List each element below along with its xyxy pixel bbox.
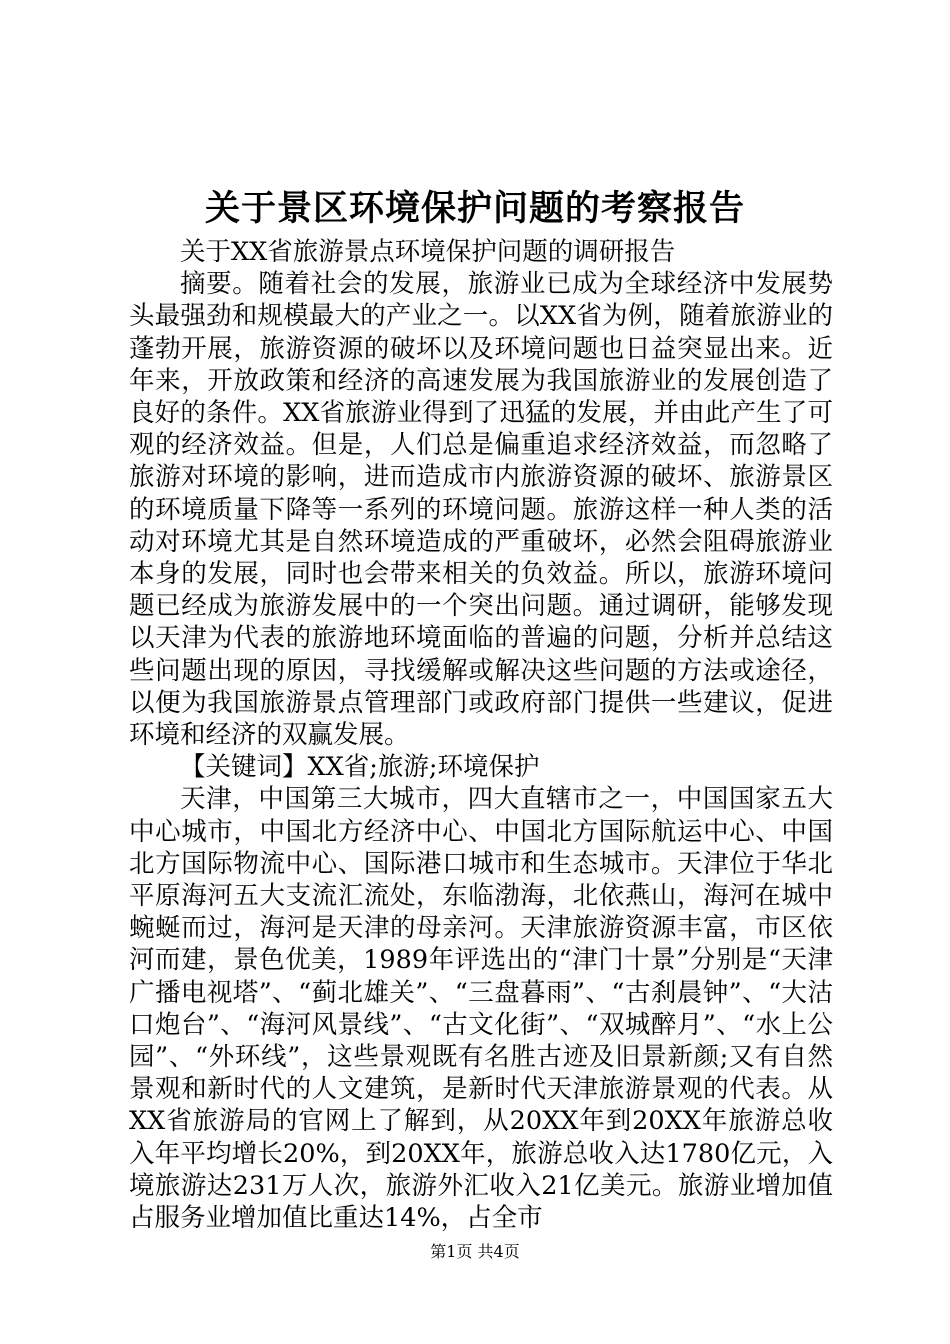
keywords-paragraph: 【关键词】XX省;旅游;环境保护 [180,752,540,783]
body-paragraph: 天津，中国第三大城市，四大直辖市之一，中国国家五大中心城市，中国北方经济中心、中国北方国际航运中心、中国北方国际物流中心、国际港口城市和生态城市。天津位于华北平原海河五大支流汇流处，东临渤海，北依燕山，海河在城中蜿蜒而过，海河是天津的母亲河。天津旅游资源丰富，市区依河而建，景色优美，1989年评选出的“津门十景”分别是“天津广播电视塔”、“蓟北雄关”、“三盘暮雨”、“古刹晨钟”、“大沽口炮台”、“海河风景线”、“古文化街”、“双城醉月”、“水上公园”、“外环线”，这些景观既有名胜古迹及旧景新颜;又有自然景观和新时代的人文建筑，是新时代天津旅游景观的代表。从XX省旅游局的官网上了解到，从20XX年到20XX年旅游总收入年平均增长20%，到20XX年，旅游总收入达1780亿元，入境旅游达231万人次，旅游外汇收入21亿美元。旅游业增加值占服务业增加值比重达14%，占全市 [129,784,833,1234]
page-title: 关于景区环境保护问题的考察报告 [204,189,745,229]
report-subtitle: 关于XX省旅游景点环境保护问题的调研报告 [180,237,676,267]
page-number: 第1页 共4页 [430,1242,520,1261]
document-body [129,236,833,1234]
abstract-paragraph: 摘要。随着社会的发展，旅游业已成为全球经济中发展势头最强劲和规模最大的产业之一。以XX省为例，随着旅游业的蓬勃开展，旅游资源的破坏以及环境问题也日益突显出来。近年来，开放政策和经济的高速发展为我国旅游业的发展创造了良好的条件。XX省旅游业得到了迅猛的发展，并由此产生了可观的经济效益。但是，人们总是偏重追求经济效益，而忽略了旅游对环境的影响，进而造成市内旅游资源的破坏、旅游景区的环境质量下降等一系列的环境问题。旅游这样一种人类的活动对环境尤其是自然环境造成的严重破坏，必然会阻碍旅游业本身的发展，同时也会带来相关的负效益。所以，旅游环境问题已经成为旅游发展中的一个突出问题。通过调研，能够发现以天津为代表的旅游地环境面临的普遍的问题，分析并总结这些问题出现的原因，寻找缓解或解决这些问题的方法或途径，以便为我国旅游景点管理部门或政府部门提供一些建议，促进环境和经济的双赢发展。 [129,269,833,751]
